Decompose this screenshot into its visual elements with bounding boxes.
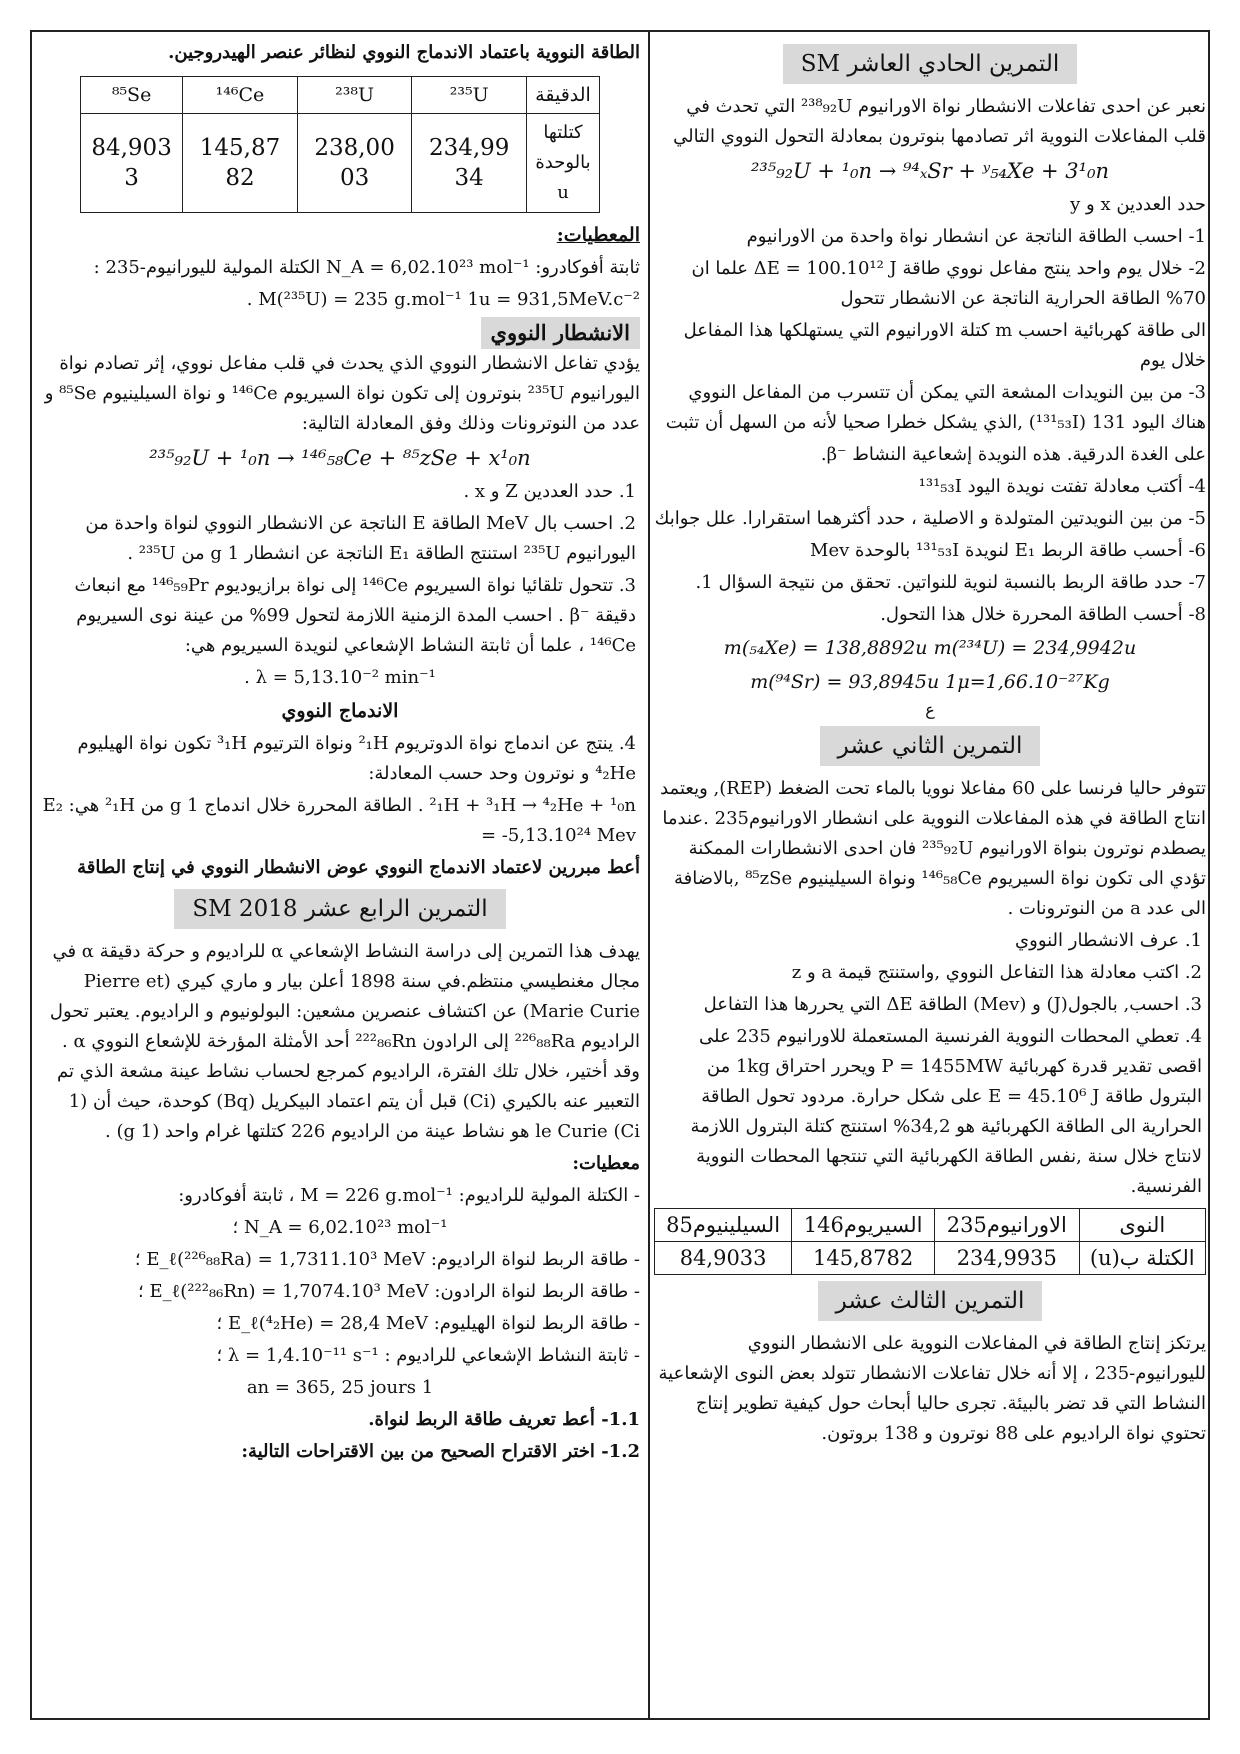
given-line: M(²³⁵U) = 235 g.mol⁻¹ 1u = 931,5MeV.c⁻² . (246, 289, 640, 310)
fission-question: 3. تتحول تلقائيا نواة السيريوم ¹⁴⁶Ce إلى نواة برازيوديوم ¹⁴⁶₅₉Pr مع انبعاث دقيقة ⁻β . احسب المدة الزمنية اللازمة لتحول 99% من عينة نوى السيريوم ¹⁴⁶Ce ، علما أن ثابتة النشاط الإشعاعي لنويدة السيريوم هي: (74, 575, 636, 656)
table-row (655, 1242, 1206, 1275)
ex13-para: يرتكز إنتاج الطاقة في المفاعلات النووية على الانشطار النووي لليورانيوم-235 ، إلا أنه خلال تفاعلات الانشطار تتولد بعض النوى الإشعاعية النشاط التي قد تضر بالبيئة. تجرى حاليا أبحاث حول كيفية تطوير إنتاج تحتوي نواة الراديوم على 88 نوترون و 138 بروتون. (658, 1333, 1206, 1444)
table-header: السيلينيوم85 (655, 1209, 792, 1242)
table-header: ²³⁸U (297, 77, 412, 114)
fission-para: يؤدي تفاعل الانشطار النووي الذي يحدث في قلب مفاعل نووي، إثر تصادم نواة اليورانيوم ²³⁵U بنوترون إلى تكون نواة السيريوم ¹⁴⁶Ce و نواة السيلينيوم ⁸⁵Se و عدد من النوترونات وذلك وفق المعادلة التالية: (44, 353, 640, 434)
ex14-question: 1.1- أعط تعريف طاقة الربط لنواة. (368, 1409, 640, 1430)
exercise-13-title: التمرين الثالث عشر (818, 1281, 1043, 1321)
ex12-question: 3. احسب, بالجول(J) و (Mev) الطاقة ΔE التي يحررها هذا التفاعل (703, 994, 1202, 1015)
fusion-heading: الاندماج النووي (281, 700, 399, 722)
table-header: ¹⁴⁶Ce (183, 77, 298, 114)
ex14-given: N_A = 6,02.10²³ mol⁻¹ ؛ (232, 1217, 448, 1238)
exercise-14-title: التمرين الرابع عشر SM 2018 (174, 889, 505, 929)
ex11-para: 6- أحسب طاقة الربط E₁ لنويدة ¹³¹₅₃I بالوحدة Mev (810, 540, 1206, 561)
ex11-para: 7- حدد طاقة الربط بالنسبة لنوية للنواتين. تحقق من نتيجة السؤال 1. (695, 572, 1206, 593)
ex14-question: 1.2- اختر الاقتراح الصحيح من بين الاقتراحات التالية: (241, 1441, 640, 1462)
fission-equation: ²³⁵₉₂U + ¹₀n → ¹⁴⁶₅₈Ce + ⁸⁵zSe + x¹₀n (149, 446, 531, 470)
table-cell: الكتلة ب(u) (1079, 1242, 1205, 1275)
fission-question: 1. حدد العددين Z و x . (463, 481, 636, 502)
fission-question: 2. احسب بال MeV الطاقة E الناتجة عن الانشطار النووي لنواة واحدة من اليورانيوم ²³⁵U استنتج الطاقة E₁ الناتجة عن انشطار 1 g من ²³⁵U . (85, 513, 636, 564)
fusion-para: أعط مبررين لاعتماد الاندماج النووي عوض الانشطار النووي في إنتاج الطاقة (77, 857, 640, 878)
ex12-question: 2. اكتب معادلة هذا التفاعل النووي ,واستنتج قيمة a و z (791, 962, 1202, 983)
right-column (654, 38, 1206, 1451)
table-header: الدقيقة (527, 77, 600, 114)
ex12-question: 1. عرف الانشطار النووي (1015, 930, 1202, 951)
table-header: السيريوم146 (792, 1209, 935, 1242)
decay-constant: λ = 5,13.10⁻² min⁻¹ . (244, 667, 436, 688)
table-cell: 234,99 34 (412, 114, 527, 213)
ex11-para: 8- أحسب الطاقة المحررة خلال هذا التحول. (880, 604, 1206, 625)
page-mark: ع (925, 700, 935, 719)
table-row (655, 1209, 1206, 1242)
table-cell: 145,87 82 (183, 114, 298, 213)
table-row (81, 77, 600, 114)
ex14-given: - طاقة الربط لنواة الهيليوم: E_ℓ(⁴₂He) = 28,4 MeV ؛ (216, 1313, 640, 1334)
left-column (40, 38, 640, 1469)
ex14-given: - ثابتة النشاط الإشعاعي للراديوم : λ = 1,4.10⁻¹¹ s⁻¹ ؛ (216, 1345, 640, 1366)
givens-heading: المعطيات: (556, 224, 640, 246)
table-cell: كتلتها بالوحدة u (527, 114, 600, 213)
ex11-para: 1- احسب الطاقة الناتجة عن انشطار نواة واحدة من الاورانيوم (746, 226, 1206, 247)
ex14-given: - الكتلة المولية للراديوم: M = 226 g.mol⁻¹ ، ثابتة أفوكادرو: (178, 1185, 640, 1206)
ex11-para: على الغدة الدرقية. هذه النويدة إشعاعية النشاط ⁻β. (820, 444, 1206, 465)
table-row (81, 114, 600, 213)
ex12-question: 4. تعطي المحطات النووية الفرنسية المستعملة للاورانيوم 235 على اقصى تقدير قدرة كهربائية P = 1455MW ويحرر احتراق 1kg من البترول طاقة E = 45.10⁶ J على شكل حرارة. مردود تحول الطاقة الحرارية الى الطاقة الكهربائية هو 34,2% استنتج كتلة البترول اللازمة لانتاج خلال سنة ,نفس الطاقة الكهربائية التي تنتجها المحطات النووية الفرنسية. (690, 1026, 1202, 1197)
worksheet-page (30, 30, 1210, 1720)
ex11-masses: m(₅₄Xe) = 138,8892u m(²³⁴U) = 234,9942u (723, 637, 1137, 659)
table-header: ⁸⁵Se (81, 77, 183, 114)
ex11-para: 3- من بين النويدات المشعة التي يمكن أن تتسرب من المفاعل النووي هناك اليود 131 (¹³¹₅₃I) ,الذي يشكل خطرا صحيا لأنه من السهل أن تثبت (665, 382, 1206, 433)
exercise-11-title: التمرين الحادي العاشر SM (783, 44, 1077, 84)
ex14-givens-heading: معطيات: (572, 1153, 640, 1174)
table-header: ²³⁵U (412, 77, 527, 114)
ex12-mass-table (654, 1208, 1206, 1275)
ex14-given: 1 an = 365, 25 jours (246, 1377, 434, 1398)
ex11-para: حدد العددين x و y (1070, 194, 1206, 215)
ex14-para: يهدف هذا التمرين إلى دراسة النشاط الإشعاعي α للراديوم و حركة دقيقة α في مجال مغنطيسي منتظم.في سنة 1898 أعلن بيار و ماري كيري (Pierre et Marie Curie) عن اكتشاف عنصرين مشعين: البولونيوم و الراديوم. يعتبر تحول الراديوم ²²⁶₈₈Ra إلى الرادون ²²²₈₆Rn أحد الأمثلة المؤرخة للإشعاع النووي α . وقد أختير، خلال تلك الفترة، الراديوم كمرجع لحساب نشاط عينة مشعة الذي تم التعبير عنه بالكيري (Ci) قبل أن يتم اعتماد البيكريل (Bq) كوحدة، حيث أن (1 Ci) le Curie هو نشاط عينة من الراديوم 226 كتلتها غرام واحد (1 g) . (49, 941, 640, 1142)
given-line: ثابتة أفوكادرو: N_A = 6,02.10²³ mol⁻¹ الكتلة المولية لليورانيوم-235 : (93, 257, 640, 278)
fusion-para: 4. ينتج عن اندماج نواة الدوتريوم ²₁H ونواة الترتيوم ³₁H تكون نواة الهيليوم ⁴₂He و نوترون وحد حسب المعادلة: (77, 733, 636, 784)
ex11-para: 4- أكتب معادلة تفتت نويدة اليود ¹³¹₅₃I (918, 476, 1206, 497)
table-header: النوى (1079, 1209, 1205, 1242)
fusion-para: ²₁H + ³₁H → ⁴₂He + ¹₀n . الطاقة المحررة خلال اندماج 1 g من ²₁H هي: E₂ = -5,13.10²⁴ Mev (42, 795, 636, 846)
ex12-para: تتوفر حاليا فرنسا على 60 مفاعلا نوويا بالماء تحت الضغط (REP), ويعتمد انتاج الطاقة في هذه المفاعلات النووية على انشطار الاورانيوم235 .عندما يصطدم نوترون بنواة الاورانيوم ²³⁵₉₂U فان احدى الانشطارات الممكنة تؤدي الى تكون نواة السيريوم ¹⁴⁶₅₈Ce ونواة السيلينيوم ⁸⁵zSe ,بالاضافة الى عدد a من النوترونات . (660, 778, 1206, 919)
ex14-given: - طاقة الربط لنواة الراديوم: E_ℓ(²²⁶₈₈Ra) = 1,7311.10³ MeV ؛ (134, 1249, 640, 1270)
table-cell: 84,9033 (655, 1242, 792, 1275)
particle-mass-table (80, 76, 600, 213)
table-header: الاورانيوم235 (935, 1209, 1079, 1242)
ex11-masses: m(⁹⁴Sr) = 93,8945u 1μ=1,66.10⁻²⁷Kg (750, 671, 1110, 693)
table-cell: 234,9935 (935, 1242, 1079, 1275)
ex11-para: نعبر عن احدى تفاعلات الانشطار نواة الاورانيوم ²³⁸₉₂U التي تحدث في قلب المفاعلات النووية اثر تصادمها بنوترون بمعادلة التحول النووي التالي (673, 96, 1206, 147)
ex11-para: الى طاقة كهربائية احسب m كتلة الاورانيوم التي يستهلكها هذا المفاعل خلال يوم (683, 320, 1206, 371)
exercise-12-title: التمرين الثاني عشر (820, 726, 1041, 766)
table-cell: 145,8782 (792, 1242, 935, 1275)
ex11-para: 5- من بين النويدتين المتولدة و الاصلية ، حدد أكثرهما استقرارا. علل جوابك (654, 508, 1206, 529)
ex11-para: 2- خلال يوم واحد ينتج مفاعل نووي طاقة ΔE = 100.10¹² J علما ان 70% الطاقة الحرارية الناتجة عن الانشطار تتحول (691, 258, 1206, 309)
fission-heading: الانشطار النووي (481, 317, 640, 349)
ex11-equation: ²³⁵₉₂U + ¹₀n → ⁹⁴ₓSr + ʸ₅₄Xe + 3¹₀n (750, 159, 1110, 183)
column-divider (648, 32, 650, 1718)
ex14-given: - طاقة الربط لنواة الرادون: E_ℓ(²²²₈₆Rn) = 1,7074.10³ MeV ؛ (138, 1281, 640, 1302)
table-cell: 84,903 3 (81, 114, 183, 213)
intro-line: الطاقة النووية باعتماد الاندماج النووي لنظائر عنصر الهيدروجين. (168, 42, 640, 63)
table-cell: 238,00 03 (297, 114, 412, 213)
